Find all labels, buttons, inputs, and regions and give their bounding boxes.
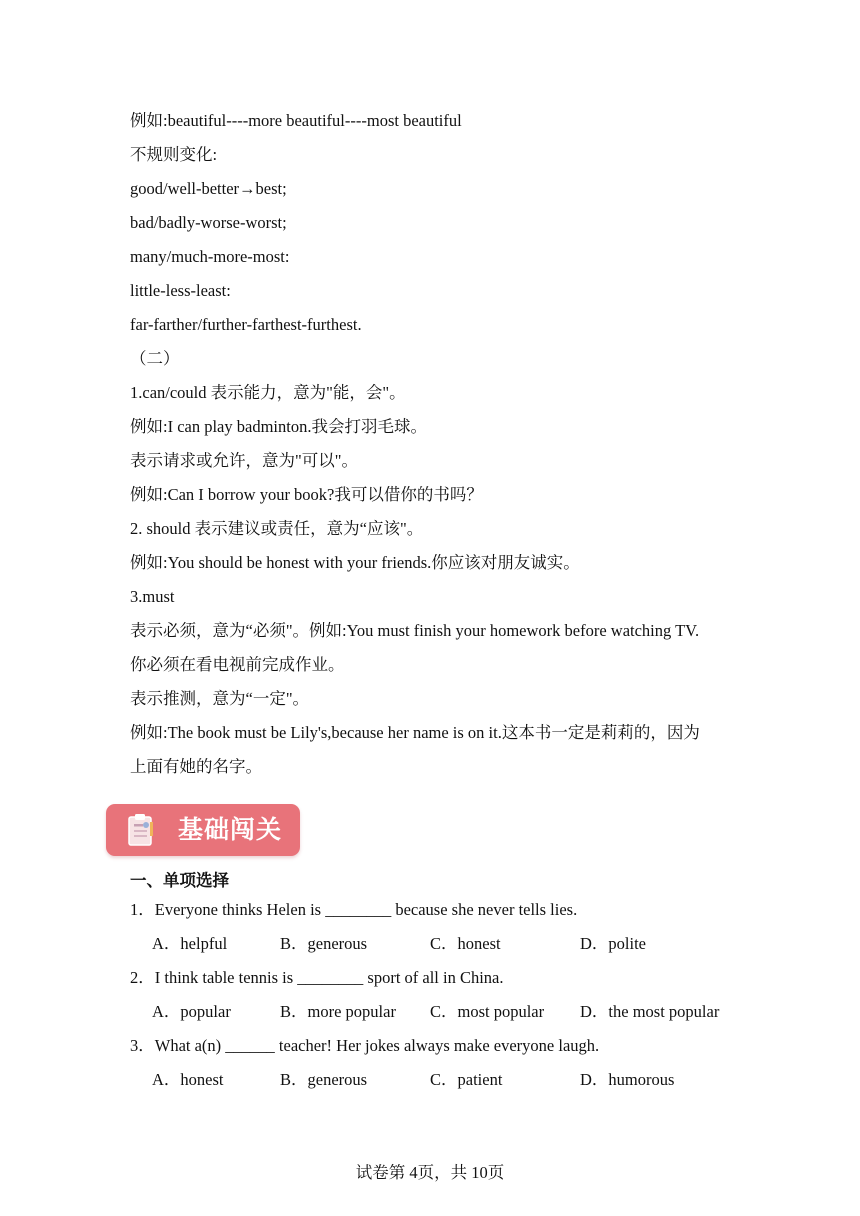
question-option: B．generous — [280, 1070, 368, 1089]
question-option: A．popular — [152, 1002, 231, 1021]
note-line: 例如:Can I borrow your book?我可以借你的书吗？ — [130, 485, 483, 504]
note-line: （二） — [130, 349, 180, 368]
note-line: little-less-least: — [130, 281, 231, 300]
note-line: 例如:beautiful----more beautiful----most beautiful — [130, 111, 462, 130]
question-option: B．generous — [280, 934, 368, 953]
question-option: A．honest — [152, 1070, 224, 1089]
question-option: C．honest — [430, 934, 501, 953]
note-line: good/well-better→best; — [130, 179, 287, 198]
question-option: C．most popular — [430, 1002, 545, 1021]
question-stem: 2．I think table tennis is ________ sport of all in China. — [130, 968, 504, 987]
clipboard-icon — [126, 812, 156, 848]
note-line: 你必须在看电视前完成作业。 — [130, 655, 345, 674]
note-line: 2. should 表示建议或责任，意为“应该"。 — [130, 519, 424, 538]
note-line: 3.must — [130, 587, 175, 606]
question-option: D．humorous — [580, 1070, 675, 1089]
question-option: A．helpful — [152, 934, 228, 953]
note-line: 1.can/could 表示能力，意为"能，会"。 — [130, 383, 406, 402]
note-line: 上面有她的名字。 — [130, 757, 262, 776]
note-line: 例如:I can play badminton.我会打羽毛球。 — [130, 417, 427, 436]
question-option: D．the most popular — [580, 1002, 720, 1021]
note-line: 例如:You should be honest with your friends.你应该对朋友诚实。 — [130, 553, 580, 572]
note-line: 不规则变化: — [130, 145, 218, 164]
page-footer: 试卷第 4页，共 10页 — [355, 1163, 505, 1182]
section-heading: 一、单项选择 — [130, 871, 229, 890]
question-option: D．polite — [580, 934, 646, 953]
note-line: 表示必须，意为“必须"。例如:You must finish your homework before watching TV. — [130, 621, 700, 640]
note-line: many/much-more-most: — [130, 247, 290, 266]
note-line: 表示推测，意为“一定"。 — [130, 689, 310, 708]
question-option: B．more popular — [280, 1002, 396, 1021]
question-stem: 3．What a(n) ______ teacher! Her jokes always make everyone laugh. — [130, 1036, 600, 1055]
question-stem: 1．Everyone thinks Helen is ________ because she never tells lies. — [130, 900, 578, 919]
note-line: 例如:The book must be Lily's,because her name is on it.这本书一定是莉莉的，因为 — [130, 723, 700, 742]
banner-title: 基础闯关 — [178, 815, 283, 844]
note-line: far-farther/further-farthest-furthest. — [130, 315, 362, 334]
question-option: C．patient — [430, 1070, 503, 1089]
section-banner — [106, 804, 300, 856]
note-line: 表示请求或允许，意为"可以"。 — [130, 451, 358, 470]
note-line: bad/badly-worse-worst; — [130, 213, 287, 232]
